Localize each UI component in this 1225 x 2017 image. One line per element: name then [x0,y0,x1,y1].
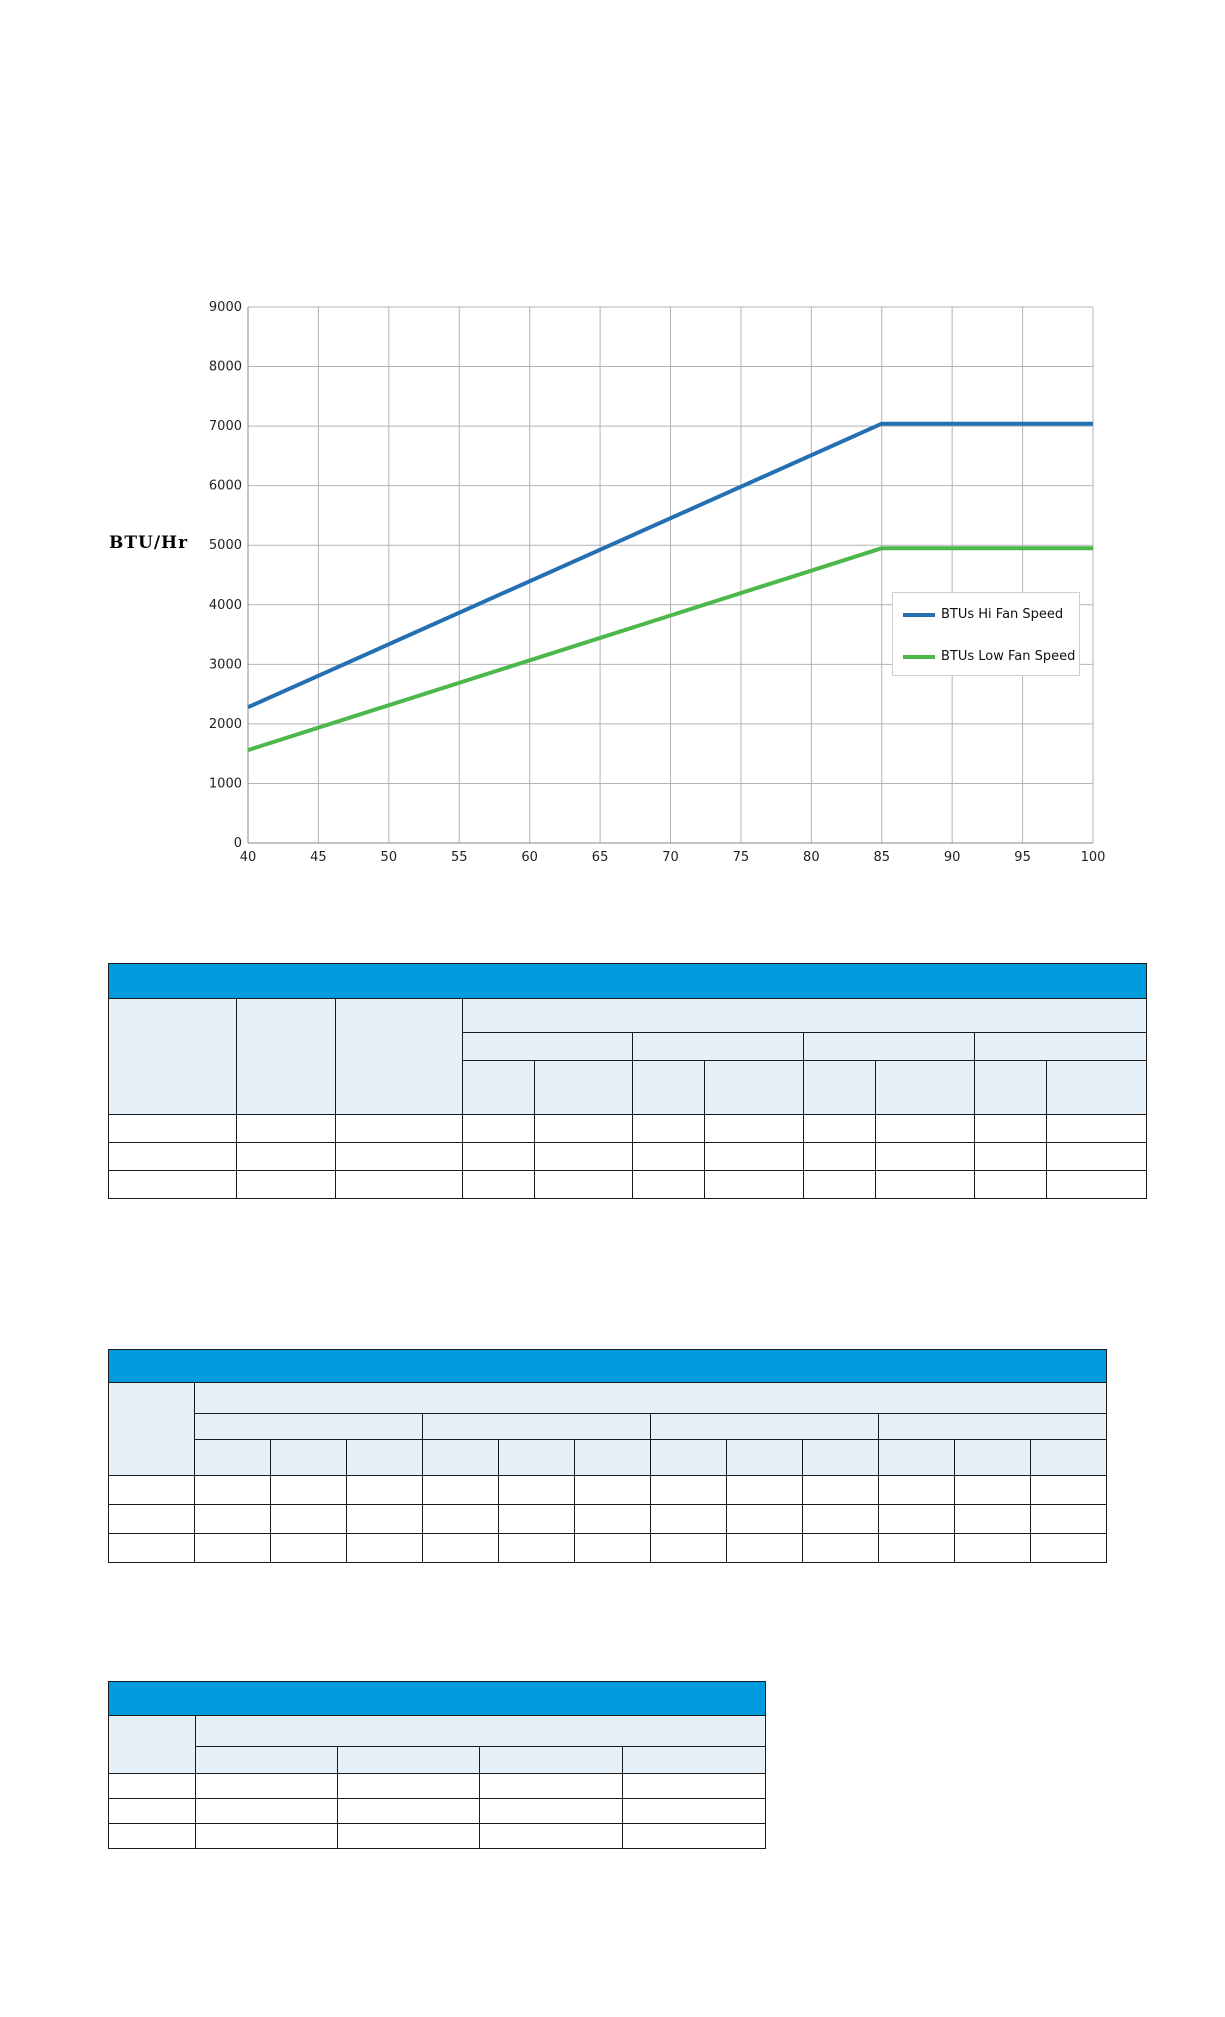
table-row [109,1799,766,1824]
y-tick-label: 9000 [208,300,242,315]
table-header-cell [879,1414,1107,1440]
table-header-cell [336,999,463,1115]
x-tick-label: 50 [380,850,398,865]
y-tick-label: 6000 [208,478,242,494]
y-tick-label: 2000 [208,716,242,732]
x-tick-label: 95 [1014,850,1031,865]
spec-table-3 [108,1681,766,1849]
table-header-bar [109,964,1147,999]
table-header-bar [109,1682,766,1716]
y-tick-label: 4000 [208,597,242,613]
table-header-cell [109,1716,196,1774]
table-header-cell [237,999,336,1115]
table-header-bar [109,1350,1107,1383]
legend-item-low [903,649,1075,664]
table-row [109,1824,766,1849]
table-row [109,1534,1107,1563]
y-tick-label: 7000 [208,419,242,435]
table-header-cell [633,1033,804,1061]
table-row [109,1476,1107,1505]
table-header-cell [633,1061,705,1115]
y-axis-label: BTU/Hr [109,533,189,553]
x-tick-label: 85 [873,850,891,865]
x-tick-label: 90 [943,850,961,865]
x-tick-label: 100 [1080,850,1106,865]
x-tick-label: 55 [450,850,468,865]
x-tick-label: 60 [521,850,538,865]
x-tick-label: 65 [591,850,609,865]
table-header-cell [804,1061,876,1115]
table-row [109,1774,766,1799]
table-header-cell [195,1414,423,1440]
legend-label-low: BTUs Low Fan Speed [941,649,1076,664]
x-tick-label: 40 [239,850,257,865]
table-header-cell [463,1061,535,1115]
table-header-cell [109,999,237,1115]
table-header-cell [705,1061,804,1115]
table-header-cell [651,1414,879,1440]
table-header-cell [975,1061,1047,1115]
btu-chart [0,0,1225,880]
x-tick-label: 45 [310,850,327,865]
y-tick-label: 3000 [208,657,242,673]
table-header-cell [535,1061,633,1115]
x-tick-label: 80 [803,850,820,865]
table-header-cell [463,1033,633,1061]
y-tick-label: 8000 [208,359,242,375]
y-tick-label: 1000 [208,776,242,792]
table-header-cell [195,1383,1107,1414]
table-header-cell [876,1061,975,1115]
spec-table-2 [108,1349,1107,1563]
x-tick-label: 70 [662,850,679,865]
chart-legend [892,592,1080,676]
x-tick-label: 75 [732,850,750,865]
table-header-cell [804,1033,975,1061]
table-row [109,1143,1147,1171]
legend-swatch-low [903,655,935,659]
legend-swatch-hi [903,613,935,617]
table-header-cell [463,999,1147,1033]
y-tick-label: 5000 [208,538,242,554]
legend-label-hi: BTUs Hi Fan Speed [941,607,1064,622]
table-row [109,1505,1107,1534]
table-row [109,1115,1147,1143]
table-header-cell [975,1033,1147,1061]
y-tick-label: 0 [233,836,242,851]
table-header-cell [109,1383,195,1476]
spec-table-1 [108,963,1147,1199]
table-header-cell [196,1716,766,1747]
table-header-cell [1047,1061,1147,1115]
table-header-cell [423,1414,651,1440]
table-row [109,1171,1147,1199]
legend-item-hi [903,607,1063,622]
